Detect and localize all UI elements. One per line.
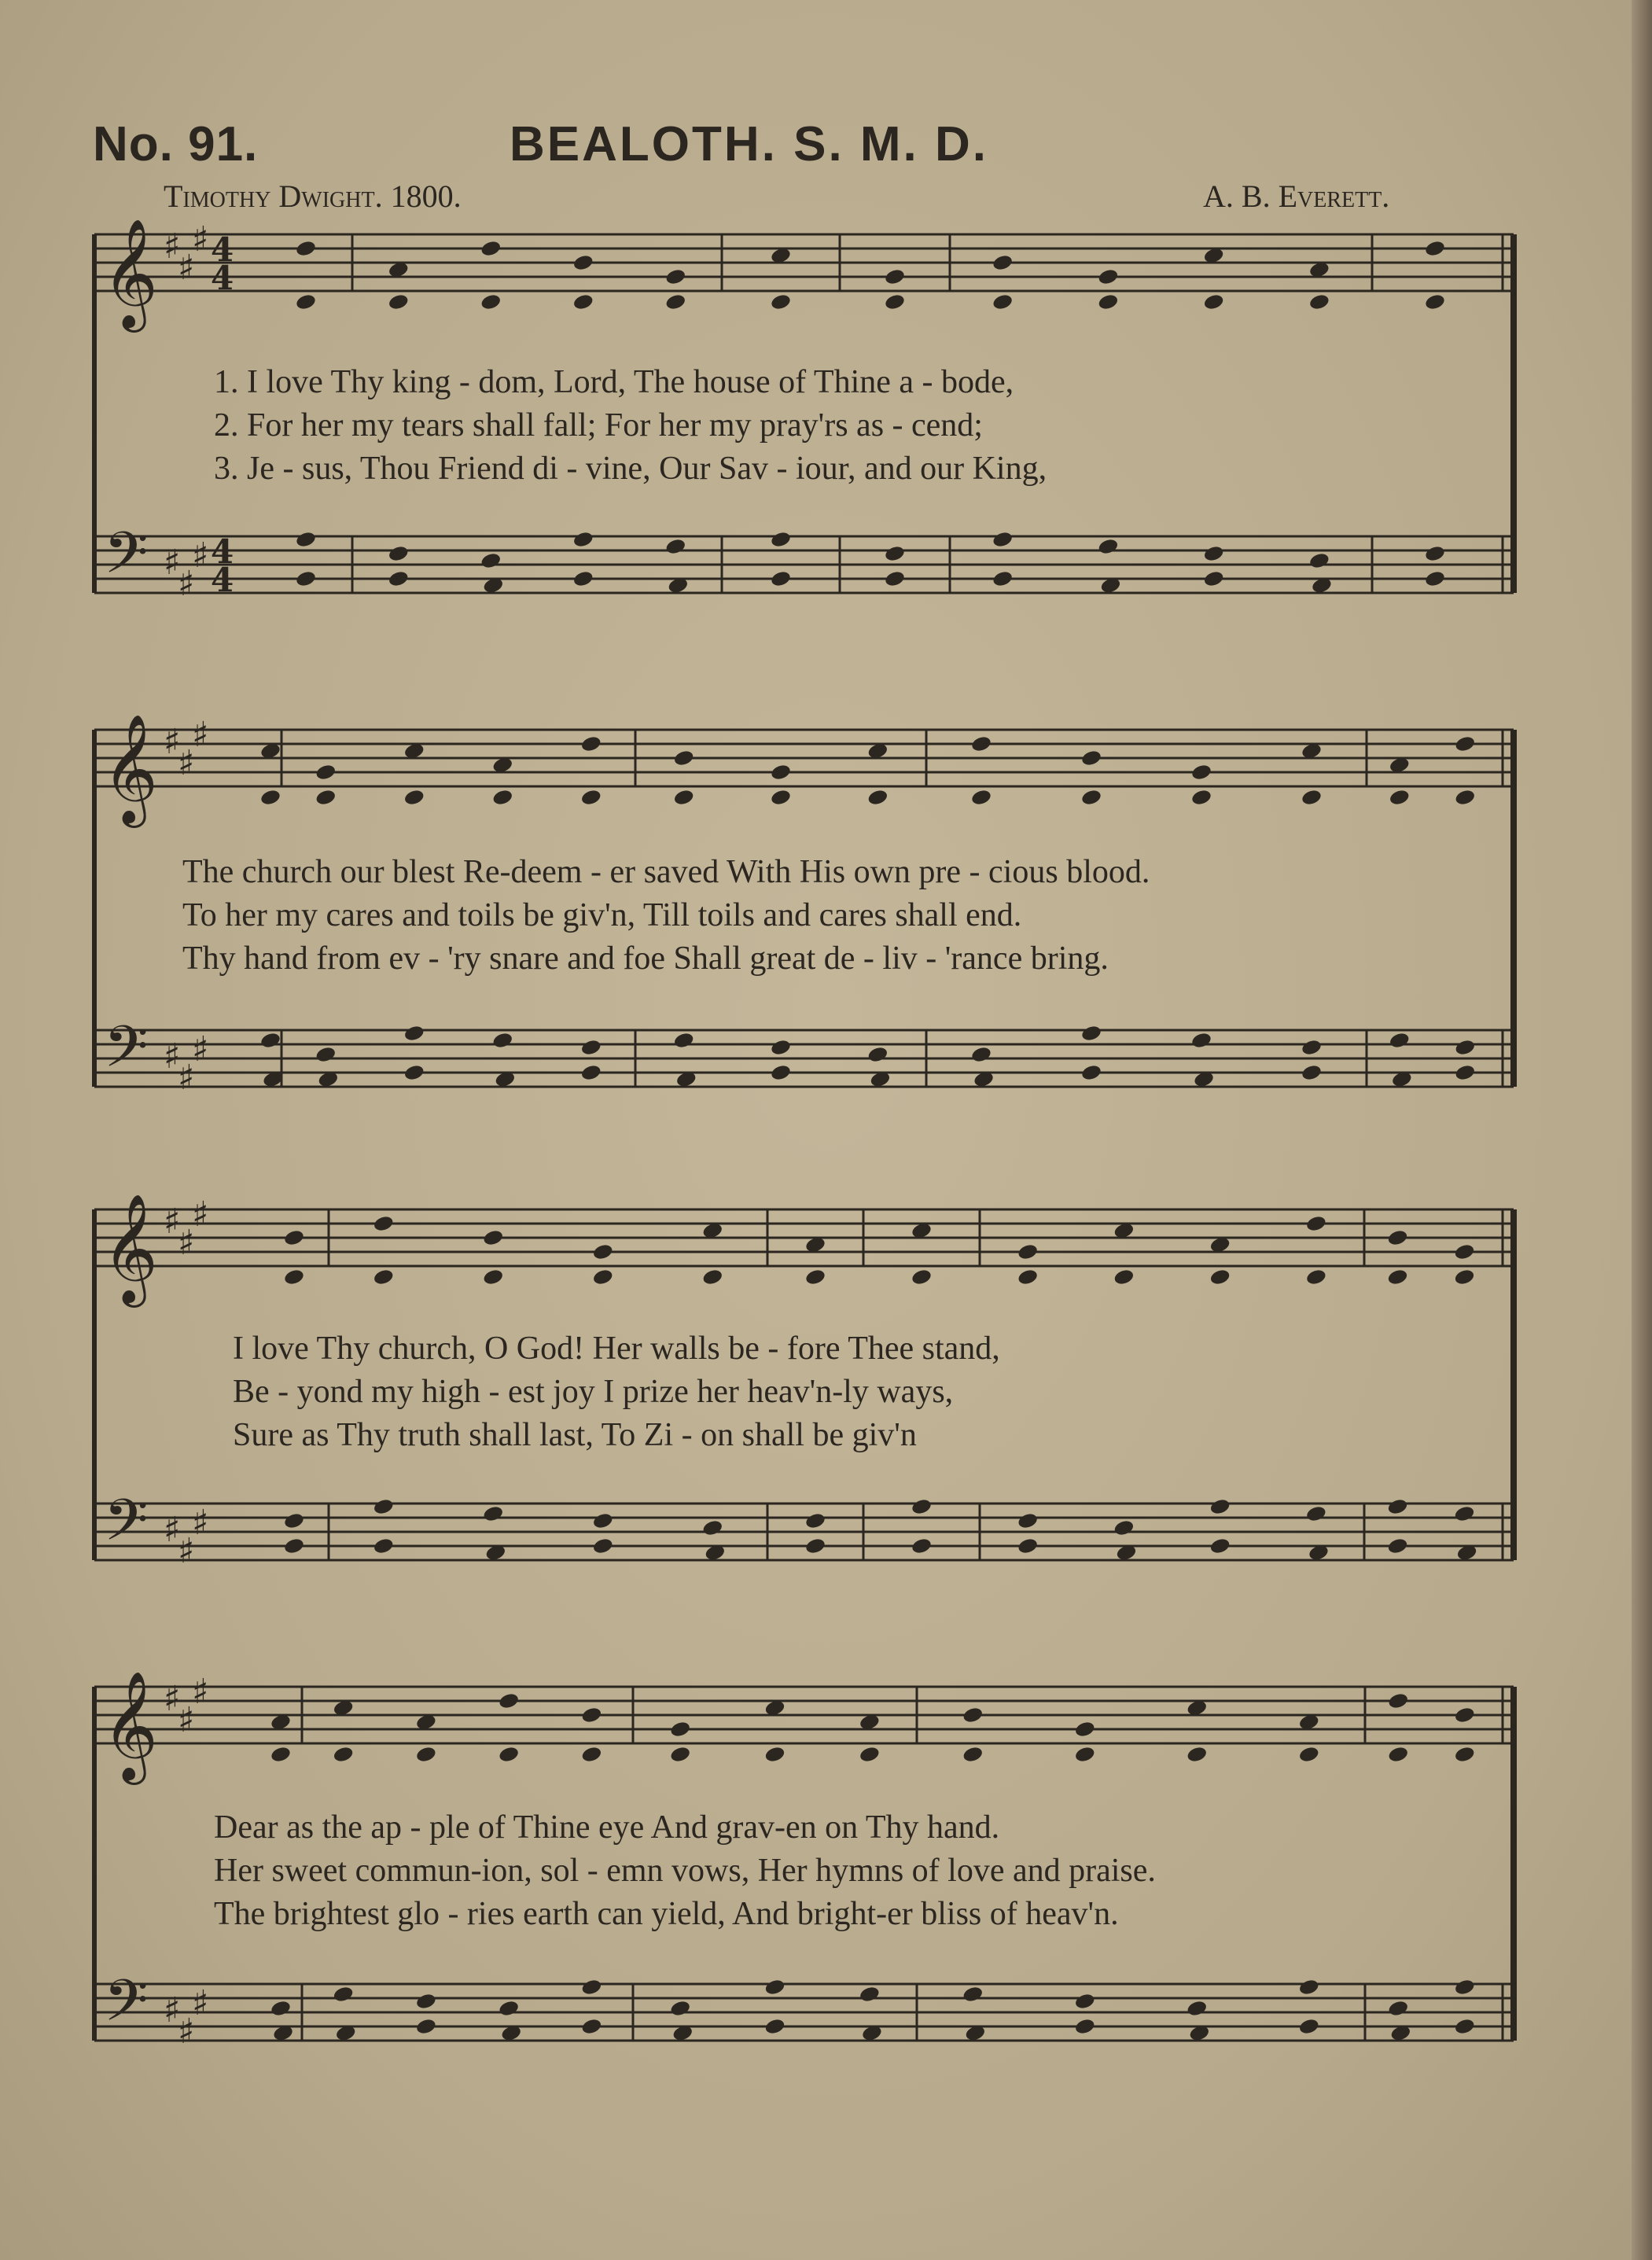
treble-clef-icon: 𝄞 xyxy=(102,1194,158,1303)
sharp-icon: ♯ xyxy=(178,1058,195,1098)
sharp-icon: ♯ xyxy=(178,1700,195,1740)
treble-note-head xyxy=(1387,1691,1409,1710)
tenor-note-head xyxy=(1386,1497,1408,1515)
alto-note-head xyxy=(1298,1745,1320,1763)
alto-note-head xyxy=(388,293,410,311)
bass-note-head xyxy=(283,1537,305,1555)
alto-note-head xyxy=(580,1745,602,1763)
bass-note-head xyxy=(295,569,317,587)
alto-note-head xyxy=(1454,1745,1476,1763)
sharp-icon: ♯ xyxy=(164,543,181,583)
treble-note-head xyxy=(1453,1242,1475,1261)
alto-note-head xyxy=(859,1745,881,1763)
tenor-note-head xyxy=(480,551,502,569)
tenor-note-head xyxy=(673,1031,695,1049)
alto-note-head xyxy=(1113,1268,1135,1286)
tenor-note-head xyxy=(664,537,686,555)
alto-note-head xyxy=(970,788,992,806)
alto-note-head xyxy=(992,293,1014,311)
treble-note-head xyxy=(580,734,602,753)
tenor-note-head xyxy=(580,1978,602,1996)
alto-note-head xyxy=(1074,1745,1096,1763)
alto-note-head xyxy=(1424,293,1446,311)
alto-note-head xyxy=(763,1745,786,1763)
treble-note-head xyxy=(580,1706,602,1724)
alto-note-head xyxy=(962,1745,984,1763)
tenor-note-head xyxy=(1454,1038,1476,1056)
treble-clef-icon: 𝄞 xyxy=(102,219,158,328)
sharp-icon: ♯ xyxy=(192,1029,209,1069)
sharp-icon: ♯ xyxy=(178,1531,195,1571)
treble-note-head xyxy=(498,1691,520,1710)
alto-note-head xyxy=(911,1268,933,1286)
tenor-note-head xyxy=(866,1045,889,1063)
alto-note-head xyxy=(1186,1745,1208,1763)
treble-note-head xyxy=(1080,749,1102,767)
tenor-note-head xyxy=(259,1031,281,1049)
sharp-icon: ♯ xyxy=(164,1679,181,1719)
treble-note-head xyxy=(1074,1720,1096,1738)
treble-note-head xyxy=(884,267,906,285)
tenor-note-head xyxy=(373,1497,395,1515)
hymn-title: BEALOTH. S. M. D. xyxy=(510,117,988,171)
tenor-note-head xyxy=(498,1999,520,2017)
bass-clef-icon: 𝄢 xyxy=(104,1967,149,2048)
bass-note-head xyxy=(592,1537,614,1555)
tenor-note-head xyxy=(1113,1518,1135,1537)
tenor-note-head xyxy=(333,1985,355,2003)
alto-note-head xyxy=(373,1268,395,1286)
alto-note-head xyxy=(701,1268,723,1286)
bass-note-head xyxy=(1386,1537,1408,1555)
bass-note-head xyxy=(415,2017,437,2035)
tenor-note-head xyxy=(315,1045,337,1063)
treble-note-head xyxy=(1305,1214,1327,1232)
tenor-note-head xyxy=(911,1497,933,1515)
tenor-note-head xyxy=(1301,1038,1323,1056)
treble-note-head xyxy=(480,239,502,257)
tenor-note-head xyxy=(403,1024,425,1042)
treble-note-head xyxy=(669,1720,691,1738)
sharp-icon: ♯ xyxy=(178,564,195,604)
alto-note-head xyxy=(1080,788,1102,806)
tenor-note-head xyxy=(1017,1511,1039,1529)
tenor-note-head xyxy=(1424,544,1446,562)
lyric-line-s3-v3: Sure as Thy truth shall last, To Zi - on shall be giv'n xyxy=(233,1417,917,1453)
lyric-line-s2-v2: To her my cares and toils be giv'n, Till toils and cares shall end. xyxy=(182,897,1022,933)
bass-note-head xyxy=(770,569,792,587)
bass-note-head xyxy=(373,1537,395,1555)
bass-note-head xyxy=(884,569,906,587)
tenor-note-head xyxy=(770,1038,792,1056)
bass-note-head xyxy=(580,1063,602,1081)
alto-note-head xyxy=(866,788,889,806)
tenor-note-head xyxy=(992,530,1014,548)
bass-note-head xyxy=(1017,1537,1039,1555)
bass-note-head xyxy=(770,1063,792,1081)
tenor-note-head xyxy=(1190,1031,1212,1049)
alto-note-head xyxy=(259,788,281,806)
bass-note-head xyxy=(1209,1537,1231,1555)
tenor-note-head xyxy=(770,530,792,548)
tenor-note-head xyxy=(669,1999,691,2017)
tenor-note-head xyxy=(572,530,594,548)
sharp-icon: ♯ xyxy=(192,1672,209,1712)
sharp-icon: ♯ xyxy=(164,1510,181,1550)
tenor-note-head xyxy=(283,1511,305,1529)
bass-note-head xyxy=(1074,2017,1096,2035)
tenor-note-head xyxy=(1308,551,1330,569)
bass-note-head xyxy=(1301,1063,1323,1081)
tenor-note-head xyxy=(592,1511,614,1529)
tenor-note-head xyxy=(884,544,906,562)
alto-note-head xyxy=(592,1268,614,1286)
tenor-note-head xyxy=(270,1999,292,2017)
sharp-icon: ♯ xyxy=(164,722,181,762)
treble-note-head xyxy=(664,267,686,285)
sharp-icon: ♯ xyxy=(164,226,181,267)
treble-note-head xyxy=(572,253,594,271)
alto-note-head xyxy=(498,1745,520,1763)
sharp-icon: ♯ xyxy=(178,1223,195,1263)
treble-note-head xyxy=(1017,1242,1039,1261)
bass-time-signature-top: 4 xyxy=(211,532,234,571)
sharp-icon: ♯ xyxy=(178,2012,195,2052)
tenor-note-head xyxy=(804,1511,826,1529)
tenor-note-head xyxy=(1074,1992,1096,2010)
alto-note-head xyxy=(572,293,594,311)
sharp-icon: ♯ xyxy=(192,1194,209,1235)
tenor-note-head xyxy=(859,1985,881,2003)
sharp-icon: ♯ xyxy=(192,536,209,576)
sharp-icon: ♯ xyxy=(178,248,195,288)
treble-clef-icon: 𝄞 xyxy=(102,714,158,823)
treble-time-signature-top: 4 xyxy=(211,230,234,269)
tenor-note-head xyxy=(580,1038,602,1056)
bass-note-head xyxy=(388,569,410,587)
treble-note-head xyxy=(770,763,792,781)
lyric-line-s4-v1: Dear as the ap - ple of Thine eye And grav-en on Thy hand. xyxy=(214,1809,1000,1846)
treble-clef-icon: 𝄞 xyxy=(102,1671,158,1780)
bass-note-head xyxy=(763,2017,786,2035)
lyric-line-s2-v3: Thy hand from ev - 'ry snare and foe Shall great de - liv - 'rance bring. xyxy=(182,940,1109,977)
sharp-icon: ♯ xyxy=(192,715,209,755)
treble-note-head xyxy=(1454,1706,1476,1724)
alto-note-head xyxy=(770,293,792,311)
alto-note-head xyxy=(770,788,792,806)
hymn-number: No. 91. xyxy=(93,117,259,171)
alto-note-head xyxy=(1017,1268,1039,1286)
sharp-icon: ♯ xyxy=(192,1503,209,1543)
alto-note-head xyxy=(1386,1268,1408,1286)
alto-note-head xyxy=(1190,788,1212,806)
alto-note-head xyxy=(1209,1268,1231,1286)
tenor-note-head xyxy=(1305,1504,1327,1522)
alto-note-head xyxy=(480,293,502,311)
composer-credit: A. B. Everett. xyxy=(1203,179,1390,214)
alto-note-head xyxy=(1454,788,1476,806)
bass-note-head xyxy=(572,569,594,587)
tenor-note-head xyxy=(763,1978,786,1996)
alto-note-head xyxy=(1203,293,1225,311)
tenor-note-head xyxy=(388,544,410,562)
alto-note-head xyxy=(283,1268,305,1286)
lyric-line-s3-v2: Be - yond my high - est joy I prize her heav'n-ly ways, xyxy=(233,1374,954,1410)
treble-note-head xyxy=(283,1228,305,1246)
sharp-icon: ♯ xyxy=(164,1990,181,2030)
alto-note-head xyxy=(664,293,686,311)
alto-note-head xyxy=(415,1745,437,1763)
alto-note-head xyxy=(1301,788,1323,806)
alto-note-head xyxy=(1308,293,1330,311)
bass-clef-icon: 𝄢 xyxy=(104,1013,149,1094)
alto-note-head xyxy=(1387,1745,1409,1763)
bass-clef-icon: 𝄢 xyxy=(104,1486,149,1567)
lyric-line-s3-v1: I love Thy church, O God! Her walls be - fore Thee stand, xyxy=(233,1331,1000,1367)
lyric-line-s4-v3: The brightest glo - ries earth can yield, And bright-er bliss of heav'n. xyxy=(214,1896,1119,1932)
author-credit: Timothy Dwight. 1800. xyxy=(164,179,462,214)
bass-note-head xyxy=(1454,2017,1476,2035)
bass-note-head xyxy=(911,1537,933,1555)
treble-note-head xyxy=(592,1242,614,1261)
bass-note-head xyxy=(1298,2017,1320,2035)
tenor-note-head xyxy=(701,1518,723,1537)
tenor-note-head xyxy=(1186,1999,1208,2017)
tenor-note-head xyxy=(1209,1497,1231,1515)
tenor-note-head xyxy=(1203,544,1225,562)
tenor-note-head xyxy=(1298,1978,1320,1996)
sharp-icon: ♯ xyxy=(192,1983,209,2023)
bass-note-head xyxy=(1424,569,1446,587)
bass-note-head xyxy=(1203,569,1225,587)
alto-note-head xyxy=(1453,1268,1475,1286)
sharp-icon: ♯ xyxy=(192,219,209,259)
lyric-line-s1-v3: 3. Je - sus, Thou Friend di - vine, Our Sav - iour, and our King, xyxy=(214,451,1047,487)
bass-note-head xyxy=(1080,1063,1102,1081)
treble-time-signature-bottom: 4 xyxy=(211,259,234,297)
tenor-note-head xyxy=(1454,1978,1476,1996)
sharp-icon: ♯ xyxy=(178,743,195,783)
alto-note-head xyxy=(482,1268,504,1286)
alto-note-head xyxy=(315,788,337,806)
lyric-line-s1-v1: 1. I love Thy king - dom, Lord, The house of Thine a - bode, xyxy=(214,364,1014,400)
tenor-note-head xyxy=(1389,1031,1411,1049)
alto-note-head xyxy=(270,1745,292,1763)
treble-note-head xyxy=(315,763,337,781)
alto-note-head xyxy=(884,293,906,311)
tenor-note-head xyxy=(1097,537,1119,555)
treble-note-head xyxy=(962,1706,984,1724)
bass-note-head xyxy=(992,569,1014,587)
treble-note-head xyxy=(295,239,317,257)
treble-note-head xyxy=(673,749,695,767)
alto-note-head xyxy=(333,1745,355,1763)
alto-note-head xyxy=(1389,788,1411,806)
bass-note-head xyxy=(1454,1063,1476,1081)
treble-note-head xyxy=(1097,267,1119,285)
alto-note-head xyxy=(1097,293,1119,311)
alto-note-head xyxy=(295,293,317,311)
tenor-note-head xyxy=(295,530,317,548)
lyric-line-s4-v2: Her sweet commun-ion, sol - emn vows, Her hymns of love and praise. xyxy=(214,1853,1156,1889)
bass-note-head xyxy=(804,1537,826,1555)
lyric-line-s2-v1: The church our blest Re-deem - er saved With His own pre - cious blood. xyxy=(182,854,1150,890)
treble-note-head xyxy=(1424,239,1446,257)
tenor-note-head xyxy=(1080,1024,1102,1042)
tenor-note-head xyxy=(1387,1999,1409,2017)
alto-note-head xyxy=(580,788,602,806)
bass-note-head xyxy=(580,2017,602,2035)
tenor-note-head xyxy=(962,1985,984,2003)
treble-note-head xyxy=(1386,1228,1408,1246)
alto-note-head xyxy=(1305,1268,1327,1286)
bass-note-head xyxy=(403,1063,425,1081)
treble-note-head xyxy=(373,1214,395,1232)
tenor-note-head xyxy=(491,1031,513,1049)
tenor-note-head xyxy=(415,1992,437,2010)
sharp-icon: ♯ xyxy=(164,1202,181,1242)
treble-note-head xyxy=(482,1228,504,1246)
tenor-note-head xyxy=(482,1504,504,1522)
tenor-note-head xyxy=(970,1045,992,1063)
sharp-icon: ♯ xyxy=(164,1036,181,1077)
bass-time-signature-bottom: 4 xyxy=(211,561,234,599)
treble-note-head xyxy=(970,734,992,753)
treble-note-head xyxy=(1190,763,1212,781)
alto-note-head xyxy=(403,788,425,806)
alto-note-head xyxy=(673,788,695,806)
bass-clef-icon: 𝄢 xyxy=(104,519,149,600)
lyric-line-s1-v2: 2. For her my tears shall fall; For her my pray'rs as - cend; xyxy=(214,407,983,444)
alto-note-head xyxy=(491,788,513,806)
treble-note-head xyxy=(1454,734,1476,753)
alto-note-head xyxy=(669,1745,691,1763)
treble-note-head xyxy=(992,253,1014,271)
tenor-note-head xyxy=(1453,1504,1475,1522)
alto-note-head xyxy=(804,1268,826,1286)
